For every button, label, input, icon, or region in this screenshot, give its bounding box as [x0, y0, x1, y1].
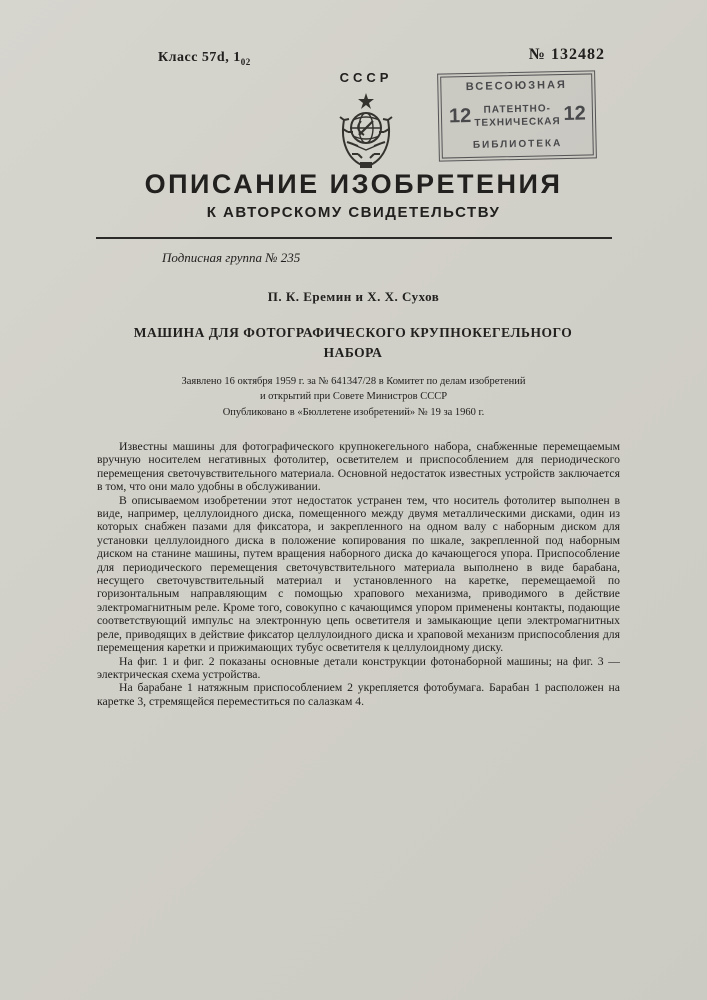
paragraph-2: В описываемом изобретении этот недостаток устранен тем, что носитель фотолитер выполнен в виде, например, целлулоидного диска, помещенного между двумя металлическими дисками, один из которых снабжен пазами для фиксатора, и закрепленного на одном валу с наборным диском для установки целлулоидного диска в положение копирования по шкале, закрепленной под наборным диском на станине машины, путем вращения наборного диска до качающегося упора. Приспособление для периодического перемещения светочувствительного материала выполнено в виде барабана, несущего светочувствительный материал и установленного на каретке, перемещаемой по горизонтальным направляющим с помощью храпового механизма, приводимого в действие электромагнитным реле. Кроме того, совокупно с качающимся упором применены контакты, подающие соответствующий импульс на электронную цепь осветителя и замыкающие цепи электромагнитных реле, приводящих в действие фиксатор целлулоидного диска и храповой механизм приспособления для перемещения каретки и прижимающих тубус осветителя к целлулоидному диску.	[97, 493, 620, 655]
class-label	[158, 50, 251, 67]
document-body	[97, 440, 620, 708]
authors-line: П. К. Еремин и Х. Х. Сухов	[267, 289, 440, 304]
stamp-number-right: 12	[563, 102, 586, 126]
paragraph-1: Известны машины для фотографического крупнокегельного набора, снабженные перемещаемым вручную носителем негативных фотолитер, осветителем и приспособлением для периодического перемещения светочувствительного материала. Основной недостаток известных устройств заключается в том, что они мало удобны в обслуживании.	[97, 440, 620, 494]
class-label-sub: 02	[240, 56, 251, 67]
filing-info-line2: и открытий при Совете Министров СССР	[259, 391, 448, 403]
library-stamp	[437, 70, 597, 161]
paragraph-3: На фиг. 1 и фиг. 2 показаны основные детали конструкции фотонаборной машины; на фиг. 3 — электрическая схема устройства.	[97, 654, 620, 681]
stamp-line2: ПАТЕНТНО-	[483, 102, 552, 116]
stamp-line1: ВСЕСОЮЗНАЯ	[465, 78, 568, 94]
document-subtitle: К АВТОРСКОМУ СВИДЕТЕЛЬСТВУ	[206, 204, 501, 221]
stamp-line4: БИБЛИОТЕКА	[472, 138, 563, 151]
publication-info: Опубликовано в «Бюллетене изобретений» № 19 за 1960 г.	[222, 407, 485, 418]
document-number: № 132482	[528, 46, 605, 63]
invention-title: МАШИНА ДЛЯ ФОТОГРАФИЧЕСКОГО КРУПНОКЕГЕЛЬНОГО НАБОРА	[133, 325, 573, 360]
filing-info-line1: Заявлено 16 октября 1959 г. за № 641347/28 в Комитет по делам изобретений	[181, 376, 526, 387]
horizontal-divider	[96, 237, 612, 239]
stamp-mid-text	[474, 102, 561, 130]
document-title: ОПИСАНИЕ ИЗОБРЕТЕНИЯ	[144, 169, 563, 199]
ussr-coat-of-arms-icon	[330, 92, 402, 177]
country-label: СССР	[339, 70, 393, 85]
stamp-number-left: 12	[448, 104, 472, 128]
subscription-group: Подписная группа № 235	[162, 250, 301, 265]
stamp-line3: ТЕХНИЧЕСКАЯ	[474, 115, 561, 129]
stamp-middle-row	[446, 101, 589, 130]
paragraph-4: На барабане 1 натяжным приспособлением 2 укрепляется фотобумага. Барабан 1 расположен на каретке 3, стремящейся переместиться по салазкам 4.	[97, 681, 620, 708]
class-label-main: Класс 57d, 1	[158, 50, 241, 65]
filing-info	[0, 374, 707, 404]
